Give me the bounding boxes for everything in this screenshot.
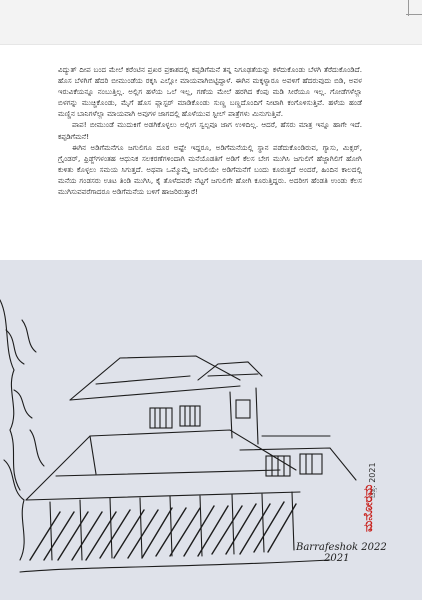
artist-signature [296, 542, 396, 578]
signature-name: Barrafeshok 2022 [296, 542, 387, 553]
signature-year: 2021 [324, 553, 350, 564]
article-body [58, 64, 362, 197]
sketch-credit: ಚಿತ್ರ: 2021 [368, 462, 377, 498]
page-header-band [0, 0, 422, 45]
sketch-title: ಮನೋರಮ [361, 484, 375, 532]
paragraph-3: ಈಗಿನ ಅಡಿಗೆಮನೆಗೂ ಜಗುಲಿಗೂ ದೂರ ಅಷ್ಟೇ ಇದ್ದರೂ, ಅಡಿಗೆಮನೆಯಲ್ಲಿ ಸ್ಥಾನ ಪಡೆದುಕೊಂಡಿರುವ, ಗ್ಯಾಸು, ಮಿಕ್ಸರ್, ಗ್ರೈಂಡರ್, ಫ್ರಿಡ್ಜ್‌ಗಳಂತಹ ಆಧುನಿಕ ಸಲಕರಣೆಗಳಿಂದಾಗಿ ಮನೆಯೊಡತಿಗೆ ಅಡಿಗೆ ಕೆಲಸ ಬೇಗ ಮುಗಿಸಿ ಜಗುಲಿಗೆ ಹೆಜ್ಜಾಗಿಲಿಗೆ ಹೋಗಿ ಕುಳಿತು ಕೊಳ್ಳಲು ಸಮಯ ಸಿಗುತ್ತದೆ. ಅಥವಾ ಒಮ್ಮೊಮ್ಮೆ ಜಗುಲಿಯೇ ಅಡಿಗೆಮನೆಗೆ ಬಂದು ಕೂರುತ್ತದೆ ಅಂದರೆ, ಹಿಂದಿನ ಕಾಲದಲ್ಲಿ ಮನೆಯ ಗಂಡಸರು ಊಟ ತಿಂಡಿ ಮುಗಿಸಿ, ಕೈ ತೊಳೆದವರೇ ನೆಟ್ಟಗೆ ಜಗುಲಿಗೇ ಹೋಗಿ ಕೂರುತ್ತಿದ್ದರು. ಅದರೀಗ ಹೆಂಡತಿ ಉಂಡು ಕೆಲಸ ಮುಗಿಸುವವರೆಗಾದರೂ ಅಡಿಗೆಮನೆಯ ಬಳಿಗೆ ಹಾಜರಿರುತ್ತಾರೆ! [58, 142, 362, 197]
paragraph-2: ಪಾಪ! ಬೀಮುಂಡೆ ಮುದುಕಿಗೆ ಅಡಗಿಕೊಳ್ಳಲು ಅಲ್ಲೀಗ ಸ್ವಲ್ಪವೂ ಜಾಗ ಉಳಿದಿಲ್ಲ. ಆದರೆ, ಹೆಸರು ಮಾತ್ರ ಇನ್ನೂ ಹಾಗೇ ಇದೆ. ಕಪ್ಪಡಿಗೆಮನೆ! [58, 120, 362, 141]
crop-mark-top-right-h [406, 14, 422, 15]
paragraph-1: ವಿದ್ಯುತ್ ದೀಪ ಬಂದ ಮೇಲೆ ಕರೆಂಟಿನ ಪ್ರಖರ ಪ್ರಕಾಶದಲ್ಲಿ ಕಪ್ಪಡಿಗೆಮನೆ ತನ್ನ ನಿಗೂಢತೆಯನ್ನು ಕಳೆದುಕೊಂಡು ಬೆಳಗಿ ತೆರೆದುಕೊಂಡಿದೆ. ಹೊಸ ಬೆಳಗಿಗೆ ಹೆದರಿ ಬೀಮುಂಡೆಯ ರಕ್ಕಸಿ ಎಲ್ಲೋ ಮಾಯವಾಗಿಬಿಟ್ಟಿದ್ದಾಳೆ. ಈಗಿನ ಮಕ್ಕಳ್ಯಾರೂ ಅವಳಿಗೆ ಹೆದರುವುದು ಬಿಡಿ, ಅವಳ ಇರುವಿಕೆಯನ್ನೂ ನಂಬುತ್ತಿಲ್ಲ. ಅಲ್ಲಿಗ ಹಳೆಯ ಒಲೆ ಇಲ್ಲ, ಗಣೆಯ ಮೇಲೆ ಹರಗಿದ ಕೆಂಪು ಮಡಿ ಸೀರೆಯೂ ಇಲ್ಲ. ಗೋಡೆಗಳೆಲ್ಲಾ ಬಿಳಗನ್ನು ಮುಚ್ಚಿಕೊಂಡು, ಮೈಗೆ ಹೊಸ ಪ್ಲಾಸ್ಟರ್ ಮಾಡಿಕೊಂಡು ಸುಣ್ಣ ಬಣ್ಣದೊಂದಿಗೆ ನೀಟಾಗಿ ಕಂಗೊಳಿಸುತ್ತಿವೆ. ಹಳೆಯ ಹಂಡೆ ಮಣ್ಣಿನ ಬಾನಿಗಳೆಲ್ಲಾ ಮಾಯವಾಗಿ ಅವುಗಳ ಜಾಗದಲ್ಲಿ ಹೊಳೆಯುವ ಸ್ಟೀಲ್ ಪಾತ್ರೆಗಳು ಮಿನುಗುತ್ತಿವೆ. [58, 65, 362, 119]
